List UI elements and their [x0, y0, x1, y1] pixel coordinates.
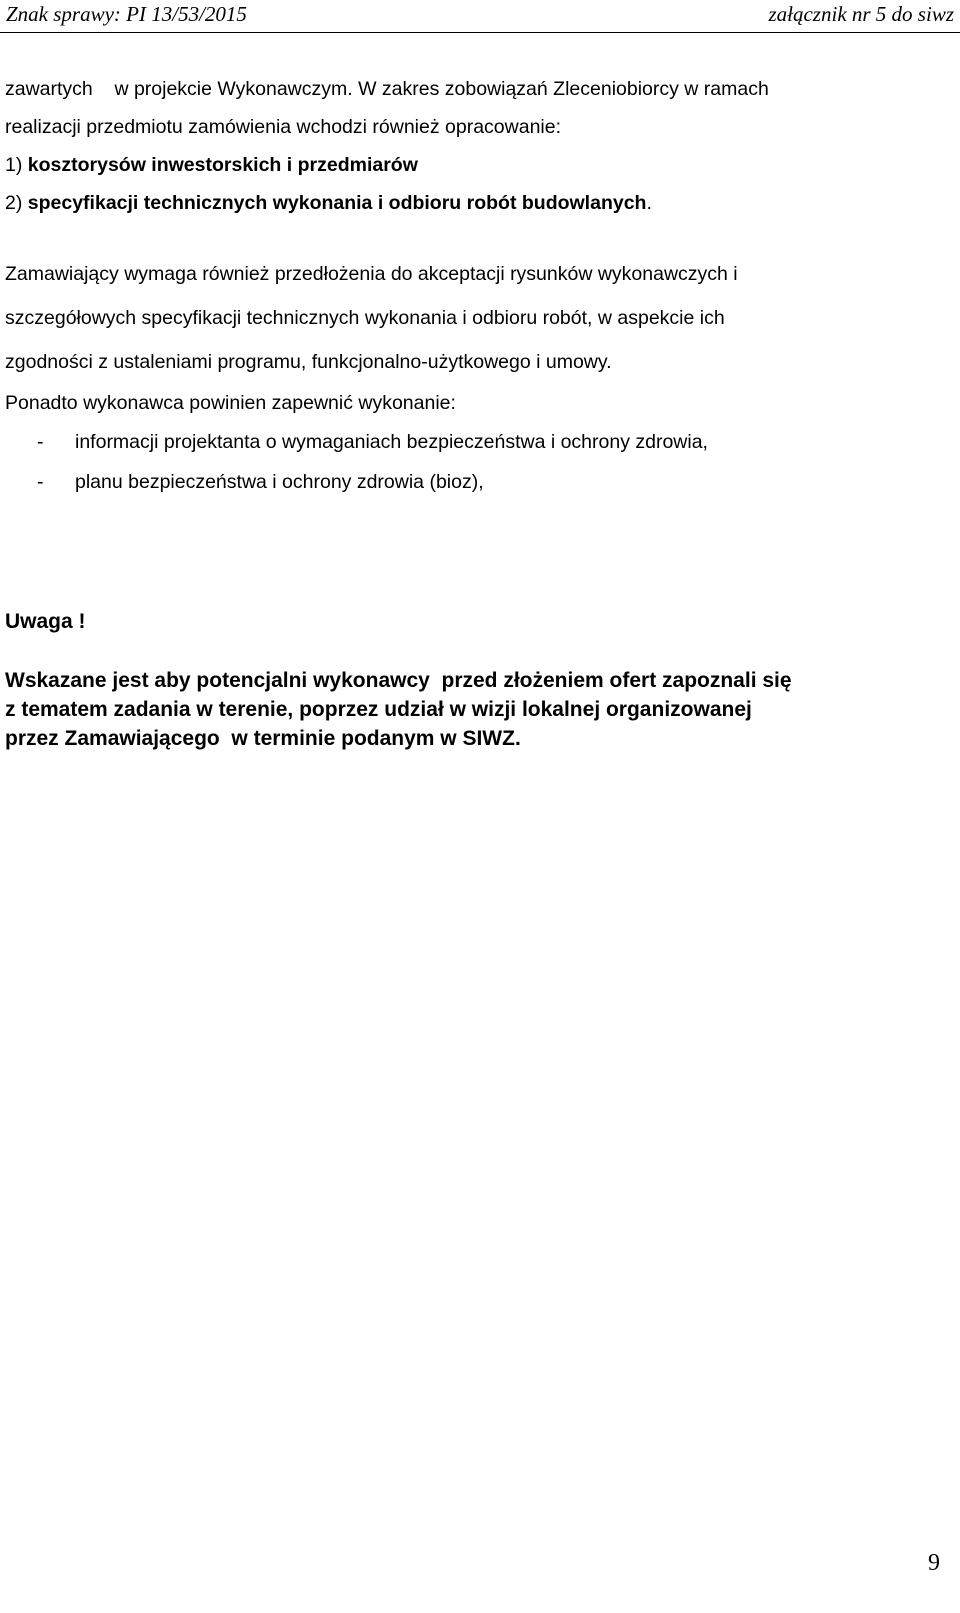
warning-paragraph	[5, 666, 950, 753]
requirements-line-1: Zamawiający wymaga również przedłożenia do akceptacji rysunków wykonawczych i	[5, 263, 738, 285]
bullet-dash: -	[37, 471, 44, 493]
item-end: .	[646, 192, 652, 214]
scope-paragraph	[5, 70, 950, 222]
scope-line-1: zawartych w projekcie Wykonawczym. W zakres zobowiązań Zleceniobiorcy w ramach	[5, 78, 769, 100]
warning-line-2: z tematem zadania w terenie, poprzez udział w wizji lokalnej organizowanej	[5, 698, 752, 721]
scope-line-2: realizacji przedmiotu zamówienia wchodzi również opracowanie:	[5, 116, 562, 138]
warning-line-1: Wskazane jest aby potencjalni wykonawcy przed złożeniem ofert zapoznali się	[5, 669, 792, 692]
warning-line-3: przez Zamawiającego w terminie podanym w SIWZ.	[5, 727, 521, 750]
obligations-intro: Ponadto wykonawca powinien zapewnić wykonanie:	[5, 392, 456, 414]
bullet-dash: -	[37, 431, 44, 453]
requirements-line-2: szczegółowych specyfikacji technicznych wykonania i odbioru robót, w aspekcie ich	[5, 307, 725, 329]
page-header	[0, 0, 960, 40]
item-number: 2)	[5, 192, 28, 214]
requirements-line-3: zgodności z ustaleniami programu, funkcjonalno-użytkowego i umowy.	[5, 351, 612, 373]
requirements-paragraph	[5, 252, 950, 384]
header-divider	[0, 32, 960, 33]
page-number: 9	[928, 1550, 940, 1576]
bullet-text: planu bezpieczeństwa i ochrony zdrowia (bioz),	[75, 471, 484, 493]
warning-title: Uwaga !	[5, 610, 86, 633]
item-number: 1)	[5, 154, 28, 176]
bullet-text: informacji projektanta o wymaganiach bezpieczeństwa i ochrony zdrowia,	[75, 431, 708, 453]
attachment-label: załącznik nr 5 do siwz	[768, 2, 954, 26]
item-text: kosztorysów inwestorskich i przedmiarów	[27, 154, 418, 176]
scope-item-2	[5, 184, 950, 222]
document-body	[5, 70, 950, 753]
item-text: specyfikacji technicznych wykonania i odbioru robót budowlanych	[27, 192, 647, 214]
obligations-paragraph	[5, 384, 950, 502]
list-item	[5, 462, 950, 502]
scope-item-1	[5, 146, 950, 184]
list-item	[5, 422, 950, 462]
case-number: Znak sprawy: PI 13/53/2015	[6, 2, 247, 26]
